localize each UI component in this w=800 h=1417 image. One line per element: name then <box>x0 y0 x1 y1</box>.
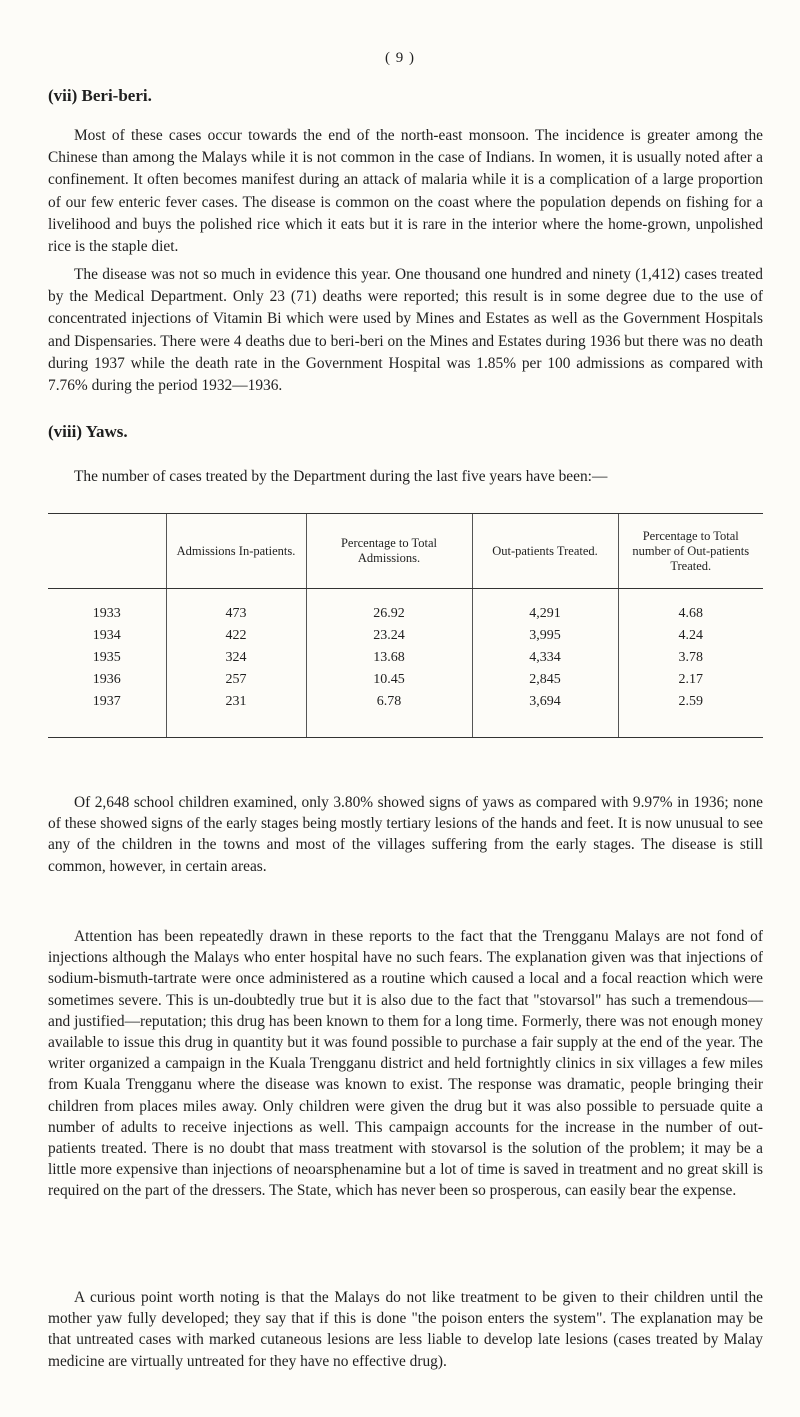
table-row <box>48 625 763 647</box>
table-row <box>48 669 763 691</box>
table-row <box>48 647 763 669</box>
yaws-table-intro: The number of cases treated by the Department during the last five years have been:— <box>74 468 608 485</box>
cell-pct-outpatients: 3.78 <box>618 647 763 669</box>
col-header-admissions: Admissions In-patients. <box>166 514 306 589</box>
yaws-paragraph-2: Attention has been repeatedly drawn in these reports to the fact that the Trengganu Malays are not fond of injections although the Malays who enter hospital have no such fears. The explanation given was that injections of sodium-bismuth-tartrate were once administered as a routine which caused a local and a focal reaction which were sometimes severe. This is un-doubtedly true but it is also due to the fact that "stovarsol" has such a tremendous—and justified—reputation; this drug has been known to them for a long time. Formerly, there was not enough money available to issue this drug in quantity but it was found possible to purchase a fair supply at the end of the year. The writer organized a campaign in the Kuala Trengganu district and held fortnightly clinics in six villages a few miles from Kuala Trengganu where the disease was known to exist. The response was dramatic, people bringing their children from places miles away. Only children were given the drug but it was also possible to persuade quite a number of adults to receive injections as well. This campaign accounts for the increase in the number of out-patients treated. There is no doubt that mass treatment with stovarsol is the solution of the problem; it may be a little more expensive than injections of neoarsphenamine but a lot of time is saved in treatment and no great skill is required on the part of the dressers. The State, which has never been so prosperous, can easily bear the expense. <box>48 928 763 1200</box>
cell-pct-admissions: 10.45 <box>306 669 472 691</box>
yaws-cases-table <box>48 513 763 738</box>
table-row <box>48 589 763 626</box>
section-heading-yaws: (viii) Yaws. <box>48 422 128 441</box>
cell-year: 1935 <box>92 650 121 665</box>
cell-pct-admissions: 13.68 <box>306 647 472 669</box>
cell-admissions: 422 <box>166 625 306 647</box>
cell-pct-outpatients: 4.24 <box>618 625 763 647</box>
table-header-row <box>48 514 763 589</box>
beri-beri-paragraph-1: Most of these cases occur towards the end of the north-east monsoon. The incidence is greater among the Chinese than among the Malays while it is not common in the case of Indians. In women, it is usually noted after a confinement. It often becomes manifest during an attack of malaria while it is a complication of a large proportion of our few enteric fever cases. The disease is common on the coast where the population depends on fishing for a livelihood and buys the polished rice which it eats but it is rare in the interior where the home-grown, unpolished rice is the staple diet. <box>48 127 763 256</box>
cell-admissions: 231 <box>166 691 306 738</box>
beri-beri-paragraph-2: The disease was not so much in evidence this year. One thousand one hundred and ninety (1,412) cases treated by the Medical Department. Only 23 (71) deaths were reported; this result is in some degree due to the use of concentrated injections of Vitamin Bi which were used by Mines and Estates as well as the Government Hospitals and Dispensaries. There were 4 deaths due to beri-beri on the Mines and Estates during 1936 but there was no death during 1937 while the death rate in the Government Hospital was 1.85% per 100 admissions as compared with 7.76% during the period 1932—1936. <box>48 266 763 395</box>
yaws-paragraph-1: Of 2,648 school children examined, only 3.80% showed signs of yaws as compared with 9.97% in 1936; none of these showed signs of the early stages being mostly tertiary lesions of the hands and feet. It is now unusual to see any of the children in the towns and most of the villages suffering from the early stages. The disease is still common, however, in certain areas. <box>48 794 763 875</box>
cell-admissions: 324 <box>166 647 306 669</box>
col-header-pct-admissions: Percentage to Total Admissions. <box>306 514 472 589</box>
page-number: ( 9 ) <box>385 50 415 66</box>
cell-pct-admissions: 26.92 <box>306 589 472 626</box>
cell-pct-outpatients: 2.17 <box>618 669 763 691</box>
cell-outpatients: 3,995 <box>472 625 618 647</box>
cell-year: 1934 <box>92 628 121 643</box>
cell-outpatients: 2,845 <box>472 669 618 691</box>
cell-pct-outpatients: 4.68 <box>618 589 763 626</box>
cell-admissions: 257 <box>166 669 306 691</box>
yaws-paragraph-3: A curious point worth noting is that the Malays do not like treatment to be given to their children until the mother yaw fully developed; they say that if this is done "the poison enters the system". The explanation may be that untreated cases with marked cutaneous lesions are less liable to develop late lesions (cases treated by Malay medicine are virtually untreated for they have no effective drug). <box>48 1289 763 1370</box>
cell-outpatients: 4,291 <box>472 589 618 626</box>
cell-pct-admissions: 6.78 <box>306 691 472 738</box>
table-row <box>48 691 763 738</box>
cell-outpatients: 4,334 <box>472 647 618 669</box>
cell-pct-admissions: 23.24 <box>306 625 472 647</box>
cell-year: 1933 <box>92 606 121 621</box>
cell-year: 1937 <box>48 691 166 738</box>
cell-outpatients: 3,694 <box>472 691 618 738</box>
cell-admissions: 473 <box>166 589 306 626</box>
cell-year: 1936 <box>92 672 121 687</box>
cell-pct-outpatients: 2.59 <box>618 691 763 738</box>
section-heading-beri-beri: (vii) Beri-beri. <box>48 86 152 105</box>
col-header-year <box>48 514 166 589</box>
col-header-outpatients: Out-patients Treated. <box>472 514 618 589</box>
col-header-pct-outpatients: Percentage to Total number of Out-patients Treated. <box>618 514 763 589</box>
